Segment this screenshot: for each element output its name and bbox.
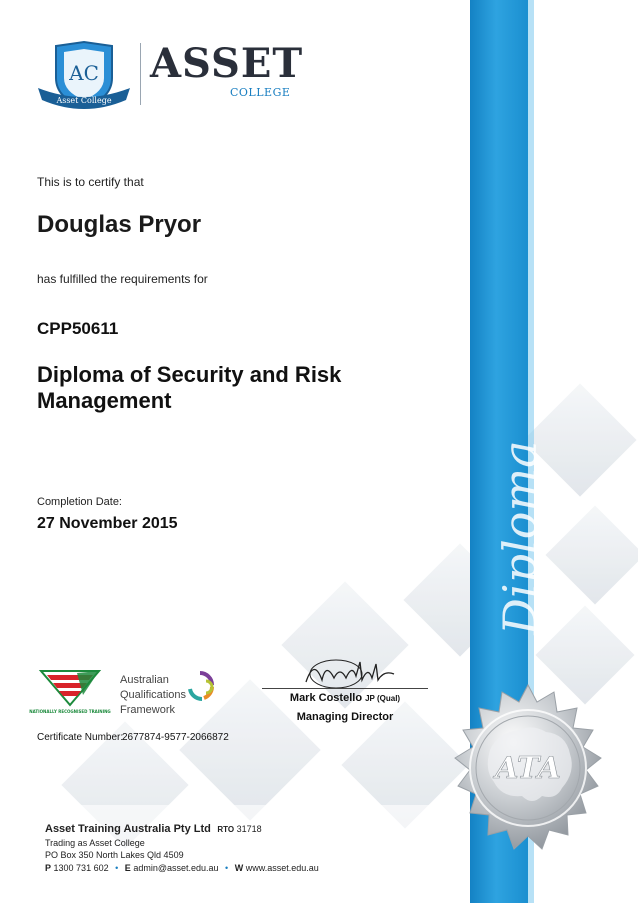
certificate-number: 2677874-9577-2066872 [122, 732, 229, 743]
nrt-text: NATIONALLY RECOGNISED TRAINING [29, 709, 111, 714]
crest-ribbon-text: Asset College [56, 96, 112, 105]
footer-phone: 1300 731 602 [53, 862, 109, 873]
separator-dot-icon: • [115, 862, 119, 873]
fulfilled-text: has fulfilled the requirements for [37, 272, 208, 286]
separator-dot-icon: • [225, 862, 229, 873]
course-code: CPP50611 [37, 319, 119, 338]
footer-trading: Trading as Asset College [45, 837, 145, 848]
completion-label: Completion Date: [37, 496, 122, 508]
certificate-number-label: Certificate Number: [37, 732, 124, 743]
seal-text: ATA [495, 751, 561, 786]
diploma-word: Diploma [493, 440, 547, 635]
signature-line [262, 688, 428, 689]
asset-college-crest [34, 40, 134, 112]
footer-contact [45, 823, 319, 874]
footer-po-box: PO Box 350 North Lakes Qld 4509 [45, 850, 184, 860]
intro-text: This is to certify that [37, 175, 144, 189]
footer-rto-number: 31718 [236, 824, 262, 834]
recipient-name: Douglas Pryor [37, 211, 202, 238]
brand-sub: COLLEGE [230, 86, 291, 99]
phone-key: P [45, 862, 52, 873]
email-key: E [124, 862, 131, 873]
diploma-band-text [478, 440, 568, 640]
footer-web[interactable]: www.asset.edu.au [245, 862, 319, 873]
signatory-name: Mark Costello [289, 692, 363, 704]
completion-date: 27 November 2015 [37, 515, 178, 532]
brand-name: ASSET [150, 40, 304, 87]
course-title: Diploma of Security and Risk Management [37, 362, 342, 413]
logo-divider [140, 43, 141, 105]
footer-email[interactable]: admin@asset.edu.au [133, 862, 219, 873]
footer-company: Asset Training Australia Pty Ltd [45, 823, 211, 835]
aqf-line2: Qualifications [120, 689, 187, 701]
asset-college-wordmark [150, 40, 304, 99]
footer-rto-label: RTO [217, 825, 235, 834]
aqf-line1: Australian [120, 674, 169, 686]
web-key: W [234, 862, 244, 873]
nationally-recognised-training-logo [29, 665, 111, 720]
aqf-line3: Framework [120, 704, 176, 716]
signatory-suffix: JP (Qual) [365, 694, 401, 703]
signatory-name-line [262, 692, 428, 704]
aqf-logo [120, 667, 220, 723]
signatory-title: Managing Director [296, 711, 394, 723]
ata-seal [428, 680, 628, 880]
crest-letters: AC [69, 61, 99, 85]
